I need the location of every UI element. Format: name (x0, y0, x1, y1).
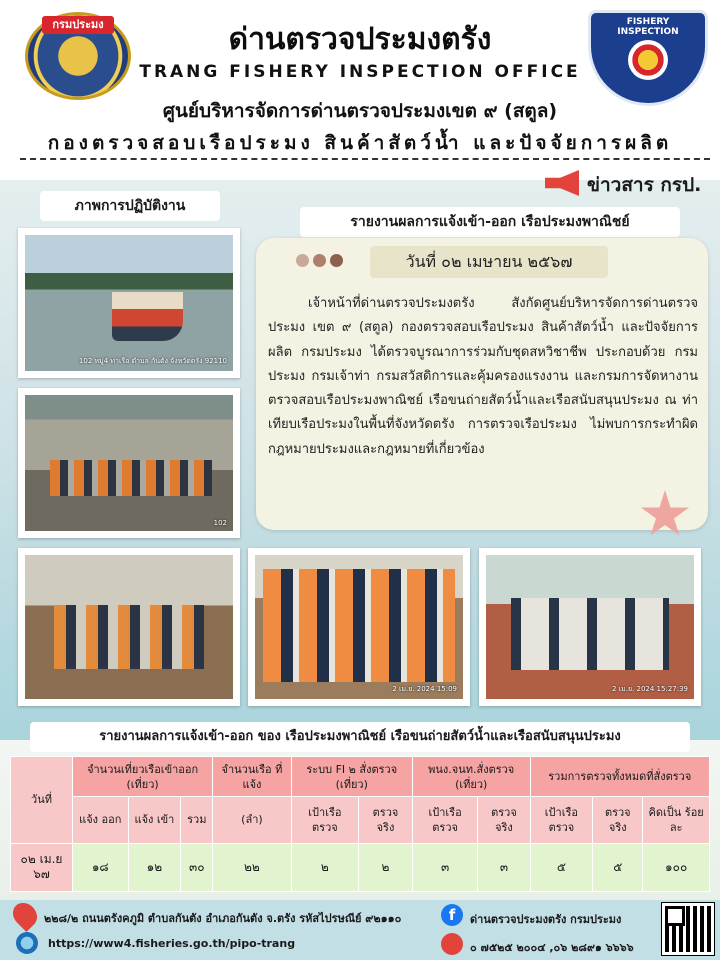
globe-icon (16, 932, 38, 954)
news-tag (545, 168, 705, 198)
photo-pier (18, 548, 240, 706)
cell-total-target: ๕ (530, 843, 593, 891)
page-title-english: TRANG FISHERY INSPECTION OFFICE (139, 62, 581, 82)
megaphone-icon (545, 170, 579, 196)
footer-facebook-link[interactable]: ด่านตรวจประมงตรัง กรมประมง (470, 913, 622, 926)
team-group (50, 460, 212, 495)
photo-dock (479, 548, 701, 706)
cell-percent: ๑๐๐ (643, 843, 710, 891)
crew-inspection (263, 569, 454, 681)
boat-hull (112, 292, 183, 341)
table-row (11, 843, 710, 891)
col-percent: คิดเป็น ร้อยละ (643, 797, 710, 843)
subtitle-division: กองตรวจสอบเรือประมง สินค้าสัตว์น้ำ และปัจจัยการผลิต (47, 132, 673, 154)
col-date: วันที่ (11, 757, 73, 844)
decorative-dots (296, 252, 347, 271)
news-label: ข่าวสาร กรป. (587, 174, 702, 196)
phone-icon (441, 933, 463, 955)
col-total-target: เป้าเรือ ตรวจ (530, 797, 593, 843)
col-officer-actual: ตรวจ จริง (478, 797, 530, 843)
badge-label: FISHERY INSPECTION (617, 17, 679, 37)
col-group-trips: จำนวนเที่ยวเรือเข้าออก (เที่ยว) (73, 757, 213, 797)
photo-stamp: 102 หมู่4 ท่าเรือ ตำบล กันตัง จังหวัดตรัง 92110 (78, 357, 227, 365)
col-sum: รวม (181, 797, 213, 843)
logo-left-label: กรมประมง (42, 16, 114, 34)
table-title: รายงานผลการแจ้งเข้า-ออก ของ เรือประมงพาณิชย์ เรือขนถ่ายสัตว์น้ำและเรือสนับสนุนประมง (30, 722, 690, 752)
report-date: วันที่ ๐๒ เมษายน ๒๕๖๗ (370, 246, 608, 278)
photo-stamp: 2 เม.ย. 2024 15:27:39 (612, 685, 688, 693)
footer-website-link[interactable]: https://www4.fisheries.go.th/pipo-trang (48, 937, 296, 950)
cell-fi2-target: ๒ (291, 843, 358, 891)
officers-dock (511, 598, 669, 670)
subtitle-center: ศูนย์บริหารจัดการด่านตรวจประมงเขต ๙ (สตูล) (162, 100, 558, 122)
badge-emblem (628, 40, 668, 80)
dot-3 (330, 254, 343, 267)
cell-vessels: ๒๒ (213, 843, 291, 891)
photo-stamp: 102 (213, 519, 227, 527)
photo-boat (18, 228, 240, 378)
cell-in: ๑๒ (128, 843, 181, 891)
col-total-actual: ตรวจ จริง (593, 797, 643, 843)
table-subheader-row (11, 797, 710, 843)
col-group-fi2: ระบบ FI ๒ สั่งตรวจ (เที่ยว) (291, 757, 412, 797)
col-group-total: รวมการตรวจทั้งหมดที่สั่งตรวจ (530, 757, 709, 797)
officers-group (54, 605, 204, 668)
qr-code[interactable] (662, 903, 714, 955)
col-fi2-target: เป้าเรือ ตรวจ (291, 797, 358, 843)
page-title: ด่านตรวจประมงตรัง (228, 22, 492, 57)
table-header-row (11, 757, 710, 797)
col-group-officer: พนง.จนท.สั่งตรวจ (เที่ยว) (412, 757, 530, 797)
col-fi2-actual: ตรวจ จริง (359, 797, 413, 843)
col-group-vessels: จำนวนเรือ ที่แจ้ง (213, 757, 291, 797)
cell-officer-actual: ๓ (478, 843, 530, 891)
col-in: แจ้ง เข้า (128, 797, 181, 843)
cell-officer-target: ๓ (412, 843, 478, 891)
header-divider (20, 158, 710, 160)
photo-crowd (248, 548, 470, 706)
dot-1 (296, 254, 309, 267)
col-vessel-unit: (ลำ) (213, 797, 291, 843)
report-body: เจ้าหน้าที่ด่านตรวจประมงตรัง สังกัดศูนย์บริหารจัดการด่านตรวจประมง เขต ๙ (สตูล) กองตรวจสอบเรือประมง สินค้าสัตว์น้ำ และปัจจัยการผลิต กรมประมง ได้ตรวจบูรณาการร่วมกับชุดสหวิชาชีพ ประกอบด้วย กรมประมง กรมเจ้าท่า กรมสวัสดิการและคุ้มครองแรงงาน และกรมการจัดหางาน ตรวจสอบเรือประมงพาณิชย์ เรือขนถ่ายสัตว์น้ำและเรือสนับสนุนประมง ณ ท่าเทียบเรือประมงในพื้นที่จังหวัดตรัง การตรวจเรือประมง ไม่พบการกระทำผิดกฎหมายประมงและกฎหมายที่เกี่ยวข้อง (268, 296, 698, 457)
dot-2 (313, 254, 326, 267)
activities-heading: ภาพการปฏิบัติงาน (40, 191, 220, 221)
col-out: แจ้ง ออก (73, 797, 129, 843)
footer-phone: ๐ ๗๕๒๕ ๒๐๐๔ ,๐๖ ๒๘๙๑ ๖๖๖๖ (470, 941, 634, 954)
cell-total-actual: ๕ (593, 843, 643, 891)
photo-team-shed (18, 388, 240, 538)
facebook-icon[interactable]: f (441, 904, 463, 926)
cell-sum: ๓๐ (181, 843, 213, 891)
col-officer-target: เป้าเรือ ตรวจ (412, 797, 478, 843)
cell-out: ๑๘ (73, 843, 129, 891)
report-heading: รายงานผลการแจ้งเข้า-ออก เรือประมงพาณิชย์ (300, 207, 680, 237)
row-date: ๐๒ เม.ย ๖๗ (11, 843, 73, 891)
report-table (10, 756, 710, 892)
photo-stamp: 2 เม.ย. 2024 15:09 (392, 685, 457, 693)
cell-fi2-actual: ๒ (359, 843, 413, 891)
footer-address: ๒๒๘/๒ ถนนตรังคภูมิ ตำบลกันตัง อำเภอกันตัง จ.ตรัง รหัสไปรษณีย์ ๙๒๑๑๐ (44, 912, 402, 925)
